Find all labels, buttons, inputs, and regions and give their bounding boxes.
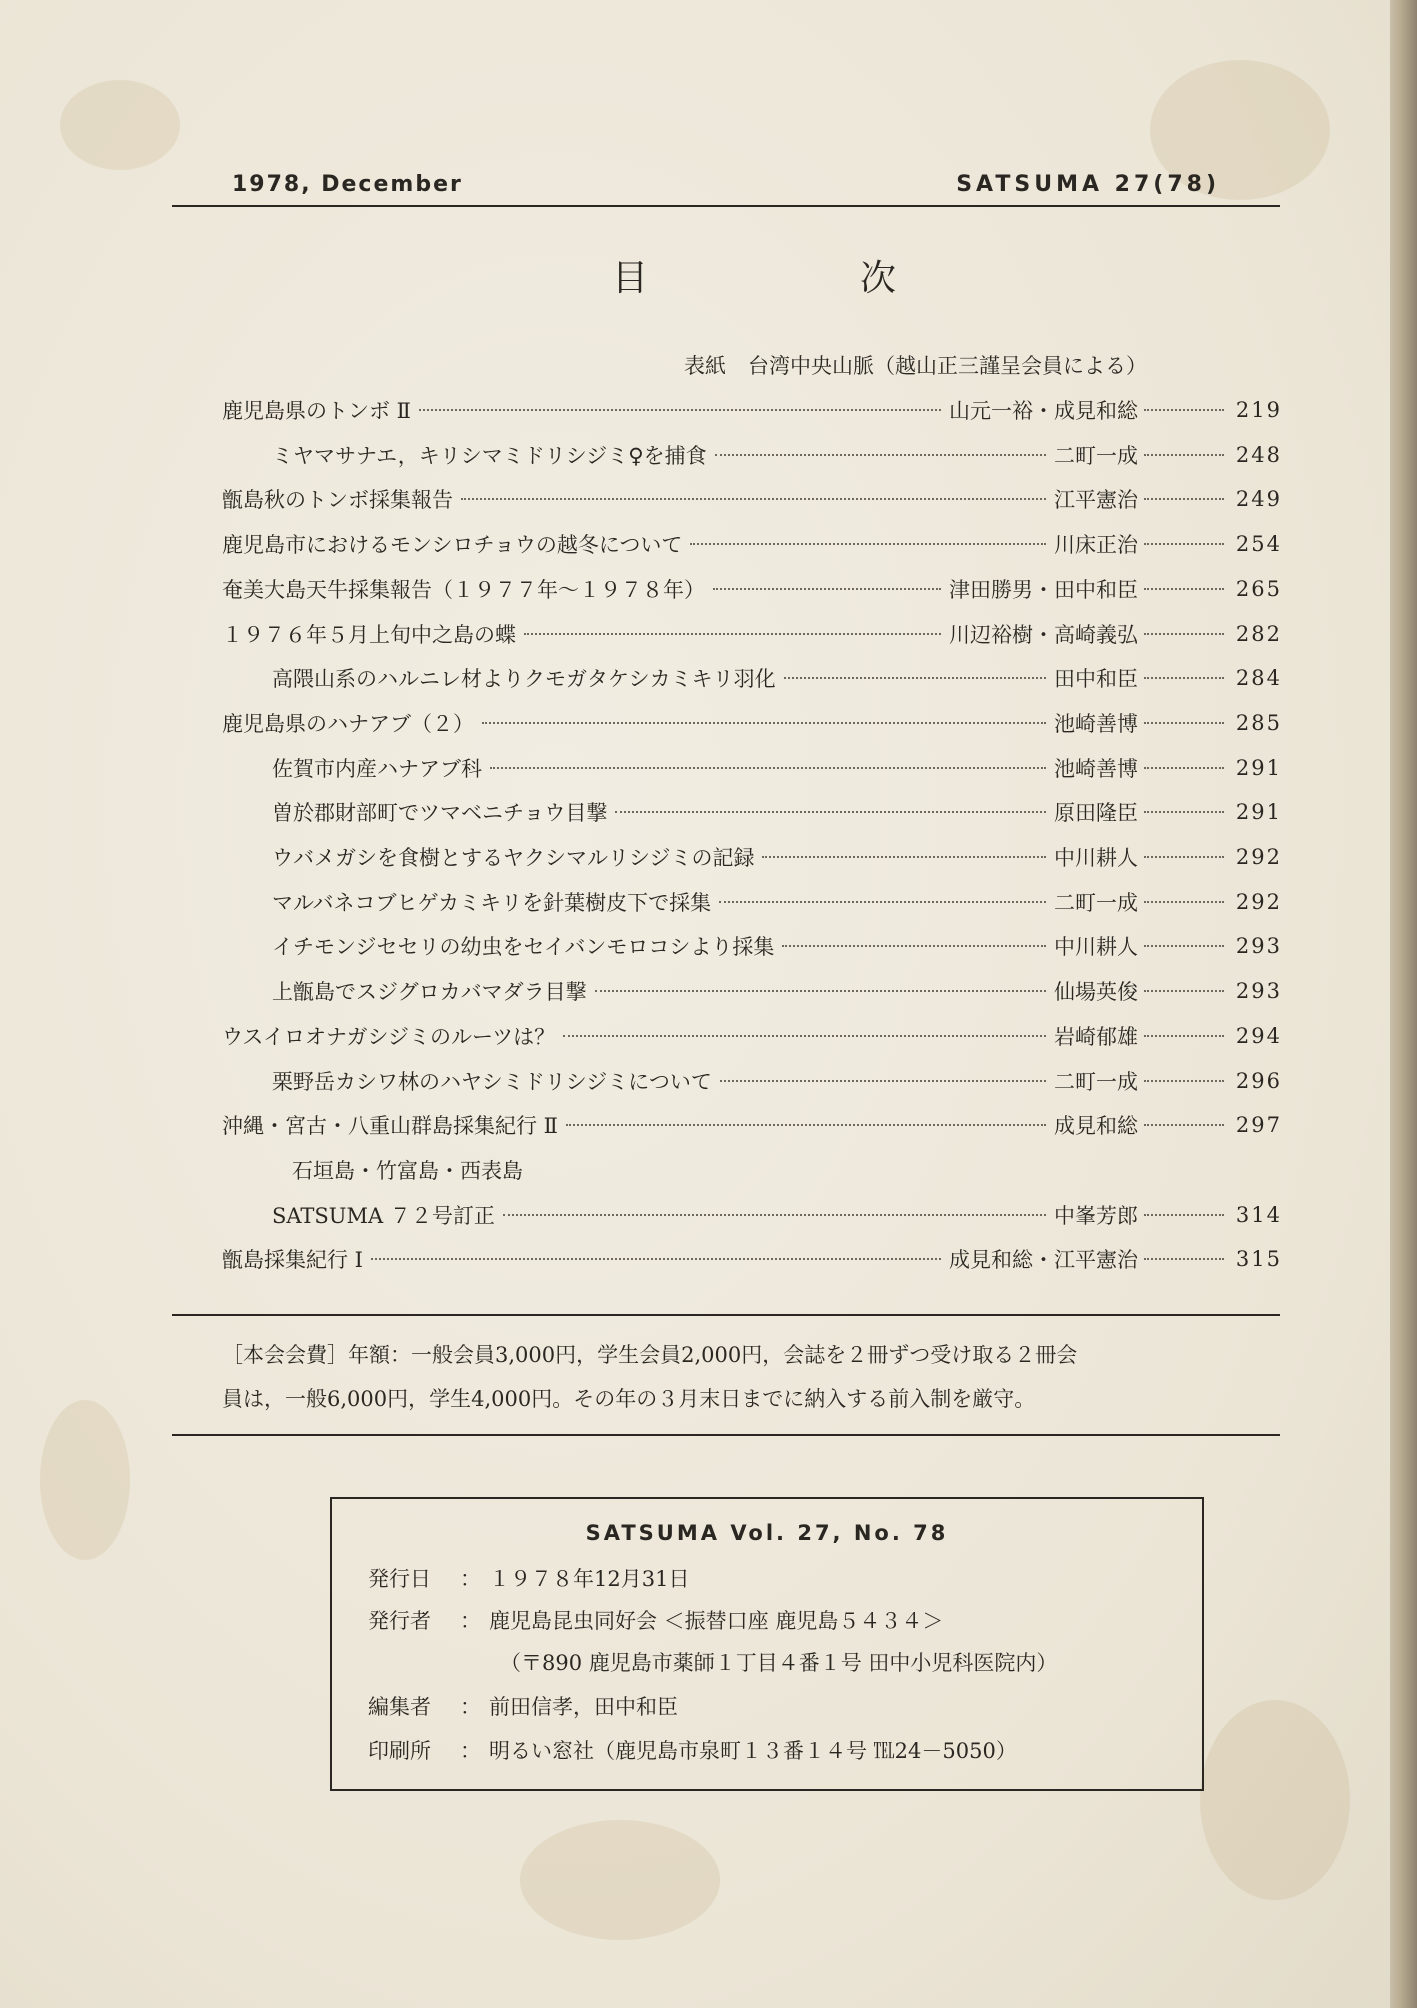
header-journal: SATSUMA 27(78) <box>956 172 1220 197</box>
cover-note <box>684 350 1147 380</box>
toc-page: 294 <box>1235 1023 1282 1048</box>
leader-dots <box>371 1258 941 1260</box>
paper-stain <box>520 1820 720 1940</box>
toc-row <box>222 792 1282 832</box>
leader-dots <box>1144 498 1224 500</box>
leader-dots <box>720 1080 1046 1082</box>
leader-dots <box>461 498 1046 500</box>
leader-dots <box>595 990 1046 992</box>
toc-title: ウバメガシを食樹とするヤクシマルリシジミの記録 <box>272 846 755 870</box>
toc-row <box>222 524 1282 564</box>
toc-author: 成見和総 <box>1054 1114 1138 1139</box>
toc-page: 249 <box>1235 487 1282 512</box>
toc-author: 二町一成 <box>1054 1069 1138 1094</box>
colophon-publisher: 発行者 ： 鹿児島昆虫同好会 ＜振替口座 鹿児島５４３４＞ <box>368 1605 943 1635</box>
toc-title: 鹿児島市におけるモンシロチョウの越冬について <box>222 533 683 558</box>
toc-page: 219 <box>1235 398 1282 422</box>
toc-row <box>222 658 1282 698</box>
leader-dots <box>419 409 941 411</box>
publisher-value: 鹿児島昆虫同好会 ＜振替口座 鹿児島５４３４＞ <box>489 1609 944 1633</box>
notice-bottom-rule <box>172 1434 1280 1436</box>
leader-dots <box>1144 409 1224 411</box>
toc-title: ミヤマサナエ，キリシマミドリシジミ♀を捕食 <box>272 443 707 468</box>
notice-top-rule <box>172 1314 1280 1316</box>
publisher-label: 発行者 <box>368 1609 431 1633</box>
membership-notice <box>222 1333 1282 1421</box>
issue-label: 発行日 <box>368 1567 431 1591</box>
leader-dots <box>713 588 941 590</box>
toc-title: 甑島採集紀行 Ⅰ <box>222 1248 363 1273</box>
title-char-2: 次 <box>860 258 897 299</box>
toc-page: 285 <box>1235 710 1282 735</box>
toc-title: マルバネコブヒゲカミキリを針葉樹皮下で採集 <box>272 890 712 915</box>
toc-row <box>222 1016 1282 1056</box>
toc-author: 中峯芳郎 <box>1054 1203 1138 1228</box>
toc-page: 293 <box>1235 979 1282 1004</box>
leader-dots <box>762 856 1046 858</box>
toc-page: 248 <box>1235 442 1282 467</box>
colophon-issue: 発行日 ： １９７８年12月31日 <box>368 1563 689 1593</box>
leader-dots <box>1144 543 1224 545</box>
leader-dots <box>1144 856 1224 858</box>
toc-title: SATSUMA ７２号訂正 <box>272 1203 495 1228</box>
toc-author: 池崎善博 <box>1054 711 1138 736</box>
leader-dots <box>1144 633 1224 635</box>
leader-dots <box>782 945 1046 947</box>
toc-page: 282 <box>1235 621 1282 646</box>
leader-dots <box>1144 1080 1224 1082</box>
toc-author: 二町一成 <box>1054 443 1138 468</box>
toc-title: １９７６年５月上旬中之島の蝶 <box>222 622 516 647</box>
toc-author: 原田隆臣 <box>1054 801 1138 826</box>
toc-page: 291 <box>1235 755 1282 780</box>
leader-dots <box>1144 767 1224 769</box>
issue-value: １９７８年12月31日 <box>489 1567 690 1591</box>
leader-dots <box>1144 588 1224 590</box>
page-edge <box>1390 0 1417 2008</box>
leader-dots <box>1144 945 1224 947</box>
toc-row <box>222 569 1282 609</box>
toc-row <box>222 748 1282 788</box>
leader-dots <box>1144 1214 1224 1216</box>
leader-dots <box>563 1035 1046 1037</box>
toc-title: 甑島秋のトンボ採集報告 <box>222 488 453 513</box>
toc-author: 江平憲治 <box>1054 488 1138 513</box>
toc-author: 二町一成 <box>1054 890 1138 915</box>
header-date: 1978, December <box>232 172 463 197</box>
running-header <box>172 168 1280 202</box>
toc-author: 中川耕人 <box>1054 935 1138 960</box>
printer-label: 印刷所 <box>368 1739 431 1763</box>
colophon-printer: 印刷所 ： 明るい窓社（鹿児島市泉町１３番１４号 ℡24－5050） <box>368 1735 1017 1765</box>
toc-row <box>222 390 1282 430</box>
paper-stain <box>1200 1700 1350 1900</box>
editor-label: 編集者 <box>368 1695 431 1719</box>
toc-author: 成見和総・江平憲治 <box>949 1248 1138 1273</box>
notice-line-1: ［本会会費］年額：一般会員3,000円，学生会員2,000円，会誌を２冊ずつ受け取る２冊会 <box>222 1343 1078 1367</box>
toc-title: 奄美大島天牛採集報告（１９７７年～１９７８年） <box>222 577 705 602</box>
leader-dots <box>1144 1124 1224 1126</box>
paper-stain <box>60 80 180 170</box>
leader-dots <box>1144 1035 1224 1037</box>
toc-row <box>222 435 1282 475</box>
leader-dots <box>719 901 1046 903</box>
toc-row <box>222 614 1282 654</box>
header-rule <box>172 205 1280 207</box>
toc-title: ウスイロオナガシジミのルーツは？ <box>222 1024 556 1049</box>
toc-title: 石垣島・竹富島・西表島 <box>292 1158 523 1183</box>
toc-row <box>222 837 1282 877</box>
toc-page: 293 <box>1235 934 1282 959</box>
toc-author: 岩崎郁雄 <box>1054 1024 1138 1049</box>
toc-title: 沖縄・宮古・八重山群島採集紀行 Ⅱ <box>222 1114 558 1139</box>
toc-row <box>222 1061 1282 1101</box>
toc-row <box>222 703 1282 743</box>
leader-dots <box>1144 811 1224 813</box>
toc-row <box>222 1150 1282 1190</box>
notice-line-2: 員は，一般6,000円，学生4,000円。その年の３月末日までに納入する前入制を厳守。 <box>222 1387 1036 1411</box>
toc-title: 栗野岳カシワ林のハヤシミドリシジミについて <box>272 1069 712 1094</box>
toc-author: 田中和臣 <box>1054 667 1138 692</box>
leader-dots <box>503 1214 1046 1216</box>
toc-author: 山元一裕・成見和総 <box>949 399 1138 423</box>
toc-page: 297 <box>1235 1113 1282 1138</box>
leader-dots <box>1144 1258 1224 1260</box>
toc-page: 284 <box>1235 666 1282 691</box>
page-title <box>0 250 1390 300</box>
toc-row <box>222 1105 1282 1145</box>
toc-author: 仙場英俊 <box>1054 980 1138 1005</box>
toc-row <box>222 882 1282 922</box>
cover-text: 台湾中央山脈（越山正三謹呈会員による） <box>748 354 1147 378</box>
leader-dots <box>1144 990 1224 992</box>
toc-page: 265 <box>1235 576 1282 601</box>
toc-title: 鹿児島県のハナアブ（２） <box>222 711 474 736</box>
toc-page: 292 <box>1235 889 1282 914</box>
toc-title: 上甑島でスジグロカバマダラ目撃 <box>272 980 587 1005</box>
toc-row <box>222 926 1282 966</box>
toc-author: 川辺裕樹・高崎義弘 <box>949 622 1138 647</box>
toc-row <box>222 479 1282 519</box>
leader-dots <box>1144 454 1224 456</box>
toc-page: 291 <box>1235 800 1282 825</box>
toc-page: 296 <box>1235 1068 1282 1093</box>
toc-page: 314 <box>1235 1202 1282 1227</box>
toc-page: 292 <box>1235 845 1282 869</box>
toc-author: 津田勝男・田中和臣 <box>949 577 1138 602</box>
toc-author: 池崎善博 <box>1054 756 1138 781</box>
leader-dots <box>784 677 1046 679</box>
title-char-1: 目 <box>612 258 649 299</box>
colophon-address: （〒890 鹿児島市薬師１丁目４番１号 田中小児科医院内） <box>500 1651 1058 1675</box>
toc-row <box>222 1195 1282 1235</box>
toc-title: イチモンジセセリの幼虫をセイバンモロコシより採集 <box>272 935 775 960</box>
cover-label: 表紙 <box>684 354 726 378</box>
toc-row <box>222 1239 1282 1279</box>
leader-dots <box>524 633 941 635</box>
leader-dots <box>1144 901 1224 903</box>
toc-row <box>222 971 1282 1011</box>
toc-author: 中川耕人 <box>1054 846 1138 870</box>
toc-title: 鹿児島県のトンボ Ⅱ <box>222 399 411 423</box>
toc-title: 曽於郡財部町でツマベニチョウ目撃 <box>272 801 608 826</box>
leader-dots <box>615 811 1046 813</box>
leader-dots <box>490 767 1046 769</box>
colophon-editor: 編集者 ： 前田信孝，田中和臣 <box>368 1691 678 1721</box>
leader-dots <box>482 722 1046 724</box>
toc-title: 高隈山系のハルニレ材よりクモガタケシカミキリ羽化 <box>272 667 776 692</box>
leader-dots <box>715 454 1046 456</box>
toc-author: 川床正治 <box>1054 533 1138 558</box>
colophon-title: SATSUMA Vol. 27, No. 78 <box>585 1521 949 1545</box>
editor-value: 前田信孝，田中和臣 <box>489 1695 678 1719</box>
toc-page: 315 <box>1235 1247 1282 1272</box>
printer-value: 明るい窓社（鹿児島市泉町１３番１４号 ℡24－5050） <box>489 1739 1017 1763</box>
toc-title: 佐賀市内産ハナアブ科 <box>272 756 482 781</box>
leader-dots <box>1144 722 1224 724</box>
leader-dots <box>690 543 1046 545</box>
colophon-box <box>330 1497 1204 1791</box>
toc-page: 254 <box>1235 532 1282 557</box>
leader-dots <box>1144 677 1224 679</box>
leader-dots <box>566 1124 1046 1126</box>
paper-stain <box>40 1400 130 1560</box>
